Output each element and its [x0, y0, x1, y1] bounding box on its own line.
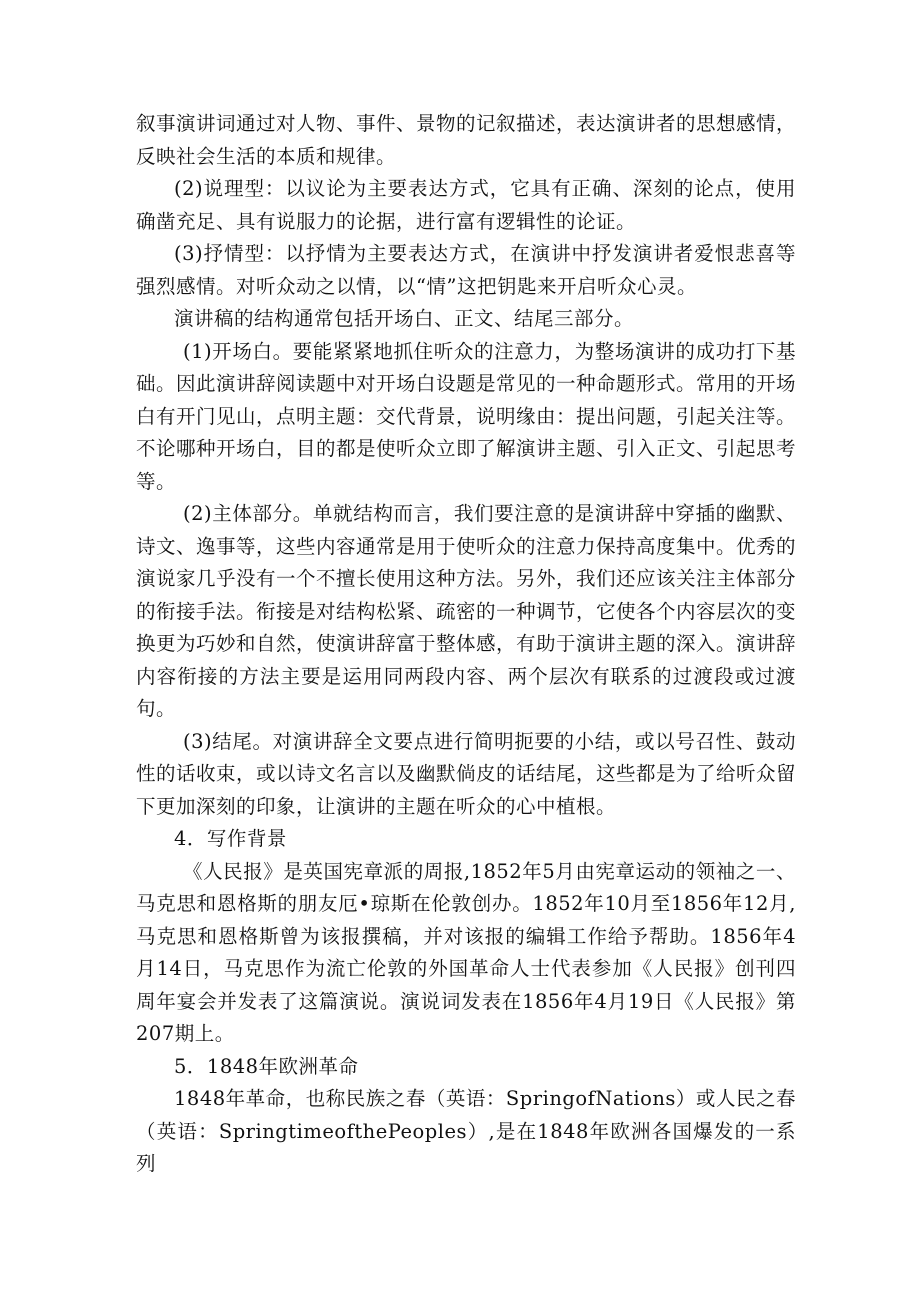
- paragraph-ending: (3)结尾。对演讲辞全文要点进行简明扼要的小结，或以号召性、鼓动性的话收束，或以诗文名言以及幽默倘皮的话结尾，这些都是为了给听众留下更加深刻的印象，让演讲的主题在听众的心中植根。: [136, 729, 797, 818]
- section-heading-1848-revolution: 5．1848年欧洲革命: [174, 1054, 359, 1078]
- section-heading-background: 4．写作背景: [174, 827, 287, 850]
- paragraph-structure-intro: 演讲稿的结构通常包括开场白、正文、结尾三部分。: [174, 307, 635, 330]
- paragraph-1848-revolution: 1848年革命，也称民族之春（英语：SpringofNations）或人民之春（英语：SpringtimeofthePeoples）,是在1848年欧洲各国爆发的一系列: [136, 1087, 796, 1175]
- document-body: [136, 108, 796, 1181]
- paragraph-argumentative-type: (2)说理型：以议论为主要表达方式，它具有正确、深刻的论点，使用确凿充足、具有说服力的论据，进行富有逻辑性的论证。: [136, 177, 796, 233]
- paragraph-opening: (1)开场白。要能紧紧地抓住听众的注意力，为整场演讲的成功打下基础。因此演讲辞阅读题中对开场白设题是常见的一种命题形式。常用的开场白有开门见山，点明主题：交代背景，说明缘由：提出问题，引起关注等。不论哪种开场白，目的都是使听众立即了解演讲主题、引入正文、引起思考等。: [136, 339, 797, 493]
- paragraph-lyrical-type: (3)抒情型：以抒情为主要表达方式，在演讲中抒发演讲者爱恨悲喜等强烈感情。对听众动之以情，以“情”这把钥匙来开启听众心灵。: [136, 242, 796, 298]
- paragraph-peoples-paper: 《人民报》是英国宪章派的周报,1852年5月由宪章运动的领袖之一、马克思和恩格斯的朋友厄•琼斯在伦敦创办。1852年10月至1856年12月,马克思和恩格斯曾为该报撰稿，并对该报的编辑工作给予帮助。1856年4月14日，马克思作为流亡伦敦的外国革命人士代表参加《人民报》创刊四周年宴会并发表了这篇演说。演说词发表在1856年4月19日《人民报》第207期上。: [136, 859, 796, 1045]
- paragraph-main-body: (2)主体部分。单就结构而言，我们要注意的是演讲辞中穿插的幽默、诗文、逸事等，这些内容通常是用于使听众的注意力保持高度集中。优秀的演说家几乎没有一个不擅长使用这种方法。另外，我们还应该关注主体部分的衔接手法。衔接是对结构松紧、疏密的一种调节，它使各个内容层次的变换更为巧妙和自然，使演讲辞富于整体感，有助于演讲主题的深入。演讲辞内容衔接的方法主要是运用同两段内容、两个层次有联系的过渡段或过渡句。: [136, 502, 797, 720]
- paragraph-narrative-speech: 叙事演讲词通过对人物、事件、景物的记叙描述，表达演讲者的思想感情，反映社会生活的本质和规律。: [136, 112, 797, 168]
